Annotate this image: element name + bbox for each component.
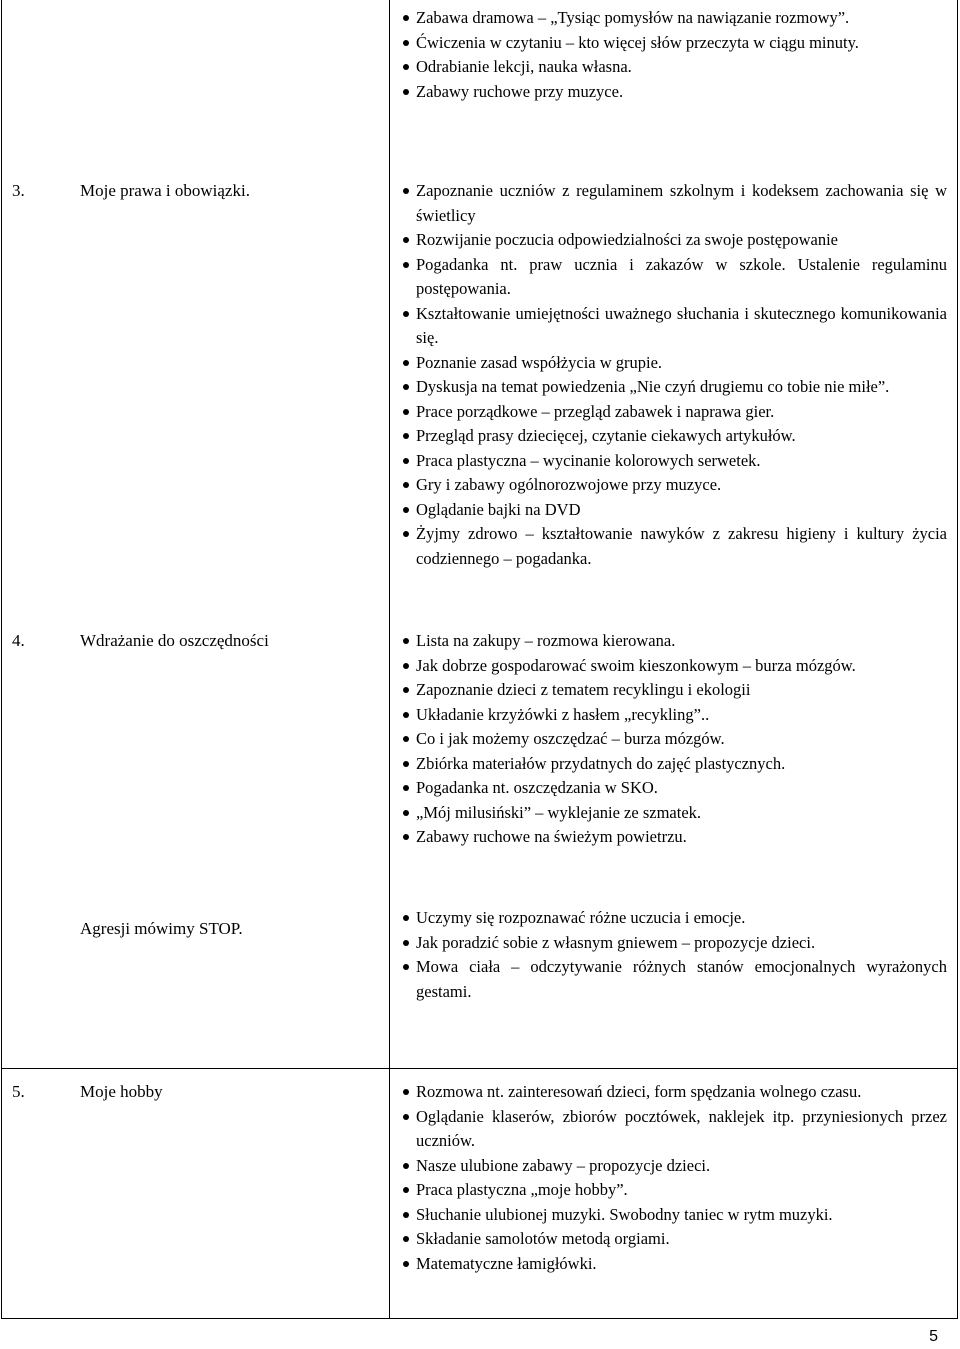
- list-item: Rozwijanie poczucia odpowiedzialności za swoje postępowanie: [397, 228, 947, 253]
- page-number: 5: [929, 1328, 938, 1345]
- bullet-icon: [403, 1089, 409, 1095]
- activity-list: [397, 629, 947, 850]
- bullet-icon: [403, 531, 409, 537]
- bullet-icon: [403, 64, 409, 70]
- list-item: Przegląd prasy dziecięcej, czytanie ciekawych artykułów.: [397, 424, 947, 449]
- list-item: Kształtowanie umiejętności uważnego słuchania i skutecznego komunikowania się.: [397, 302, 947, 351]
- table-border-bottom: [1, 1318, 958, 1319]
- list-item: Zabawa dramowa – „Tysiąc pomysłów na nawiązanie rozmowy”.: [397, 6, 947, 31]
- bullet-icon: [403, 736, 409, 742]
- activity-list: [397, 906, 947, 1004]
- bullet-icon: [403, 237, 409, 243]
- list-item: Rozmowa nt. zainteresowań dzieci, form spędzania wolnego czasu.: [397, 1080, 947, 1105]
- row-number: 5.: [12, 1082, 25, 1101]
- list-item: Zapoznanie uczniów z regulaminem szkolnym i kodeksem zachowania się w świetlicy: [397, 179, 947, 228]
- bullet-icon: [403, 1163, 409, 1169]
- list-item: Słuchanie ulubionej muzyki. Swobodny taniec w rytm muzyki.: [397, 1203, 947, 1228]
- bullet-icon: [403, 1236, 409, 1242]
- list-item: Składanie samolotów metodą orgiami.: [397, 1227, 947, 1252]
- bullet-icon: [403, 89, 409, 95]
- bullet-icon: [403, 262, 409, 268]
- row-number: 4.: [12, 631, 25, 650]
- list-item: Zbiórka materiałów przydatnych do zajęć plastycznych.: [397, 752, 947, 777]
- list-item: Odrabianie lekcji, nauka własna.: [397, 55, 947, 80]
- list-item: Oglądanie klaserów, zbiorów pocztówek, naklejek itp. przyniesionych przez uczniów.: [397, 1105, 947, 1154]
- table-border-right: [957, 0, 958, 1319]
- row-topic: Moje hobby: [80, 1082, 163, 1101]
- bullet-icon: [403, 311, 409, 317]
- bullet-icon: [403, 15, 409, 21]
- row-topic: Moje prawa i obowiązki.: [80, 181, 250, 200]
- list-item: Zabawy ruchowe na świeżym powietrzu.: [397, 825, 947, 850]
- bullet-icon: [403, 712, 409, 718]
- list-item: Praca plastyczna – wycinanie kolorowych serwetek.: [397, 449, 947, 474]
- list-item: Co i jak możemy oszczędzać – burza mózgów.: [397, 727, 947, 752]
- bullet-icon: [403, 458, 409, 464]
- bullet-icon: [403, 915, 409, 921]
- list-item: Układanie krzyżówki z hasłem „recykling”..: [397, 703, 947, 728]
- bullet-icon: [403, 940, 409, 946]
- list-item: Dyskusja na temat powiedzenia „Nie czyń drugiemu co tobie nie miłe”.: [397, 375, 947, 400]
- bullet-icon: [403, 834, 409, 840]
- row-topic: Agresji mówimy STOP.: [80, 919, 243, 938]
- list-item: Zabawy ruchowe przy muzyce.: [397, 80, 947, 105]
- bullet-icon: [403, 687, 409, 693]
- table-border-left: [1, 0, 2, 1319]
- row-divider: [1, 1068, 958, 1069]
- list-item: Poznanie zasad współżycia w grupie.: [397, 351, 947, 376]
- bullet-icon: [403, 409, 409, 415]
- list-item: Uczymy się rozpoznawać różne uczucia i emocje.: [397, 906, 947, 931]
- list-item: Pogadanka nt. praw ucznia i zakazów w szkole. Ustalenie regulaminu postępowania.: [397, 253, 947, 302]
- bullet-icon: [403, 482, 409, 488]
- list-item: Jak dobrze gospodarować swoim kieszonkowym – burza mózgów.: [397, 654, 947, 679]
- list-item: Prace porządkowe – przegląd zabawek i naprawa gier.: [397, 400, 947, 425]
- list-item: Pogadanka nt. oszczędzania w SKO.: [397, 776, 947, 801]
- bullet-icon: [403, 761, 409, 767]
- bullet-icon: [403, 1261, 409, 1267]
- bullet-icon: [403, 1114, 409, 1120]
- list-item: „Mój milusiński” – wyklejanie ze szmatek.: [397, 801, 947, 826]
- list-item: Praca plastyczna „moje hobby”.: [397, 1178, 947, 1203]
- bullet-icon: [403, 188, 409, 194]
- row-topic: Wdrażanie do oszczędności: [80, 631, 269, 650]
- bullet-icon: [403, 433, 409, 439]
- bullet-icon: [403, 507, 409, 513]
- activity-list: [397, 6, 947, 104]
- bullet-icon: [403, 1212, 409, 1218]
- list-item: Zapoznanie dzieci z tematem recyklingu i ekologii: [397, 678, 947, 703]
- list-item: Mowa ciała – odczytywanie różnych stanów emocjonalnych wyrażonych gestami.: [397, 955, 947, 1004]
- bullet-icon: [403, 1187, 409, 1193]
- list-item: Matematyczne łamigłówki.: [397, 1252, 947, 1277]
- list-item: Oglądanie bajki na DVD: [397, 498, 947, 523]
- row-number: 3.: [12, 181, 25, 200]
- bullet-icon: [403, 663, 409, 669]
- activity-list: [397, 1080, 947, 1276]
- list-item: Ćwiczenia w czytaniu – kto więcej słów przeczyta w ciągu minuty.: [397, 31, 947, 56]
- list-item: Lista na zakupy – rozmowa kierowana.: [397, 629, 947, 654]
- bullet-icon: [403, 785, 409, 791]
- bullet-icon: [403, 964, 409, 970]
- activity-list: [397, 179, 947, 571]
- bullet-icon: [403, 810, 409, 816]
- list-item: Żyjmy zdrowo – kształtowanie nawyków z zakresu higieny i kultury życia codziennego – pogadanka.: [397, 522, 947, 571]
- bullet-icon: [403, 40, 409, 46]
- list-item: Nasze ulubione zabawy – propozycje dzieci.: [397, 1154, 947, 1179]
- column-divider: [389, 0, 390, 1319]
- list-item: Gry i zabawy ogólnorozwojowe przy muzyce.: [397, 473, 947, 498]
- bullet-icon: [403, 360, 409, 366]
- list-item: Jak poradzić sobie z własnym gniewem – propozycje dzieci.: [397, 931, 947, 956]
- bullet-icon: [403, 638, 409, 644]
- bullet-icon: [403, 384, 409, 390]
